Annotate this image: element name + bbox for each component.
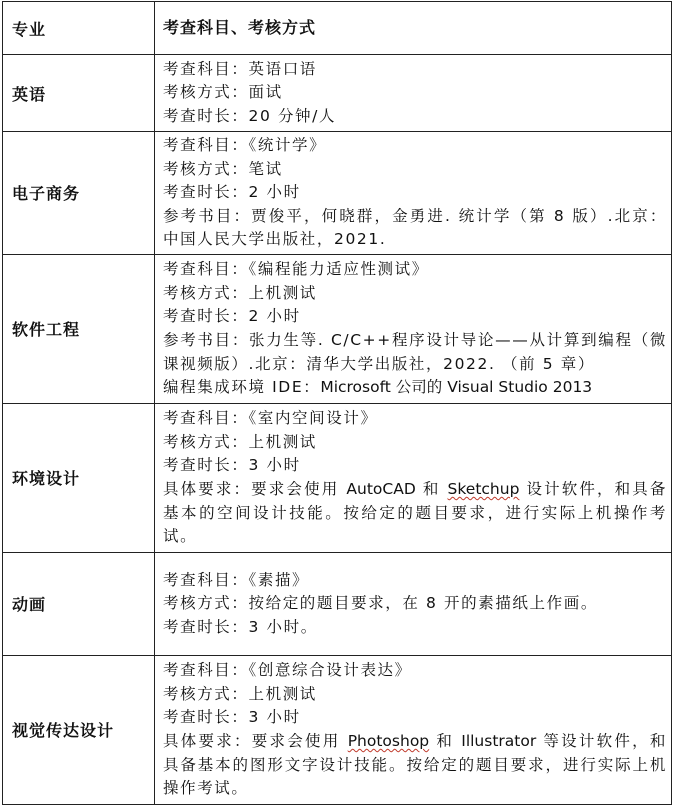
exam-details: [155, 655, 672, 804]
reference-book: 参考书目：贾俊平，何晓群，金勇进. 统计学（第 8 版）.北京：中国人民大学出版社，2021.: [163, 206, 667, 249]
exam-subject: 考查科目：《统计学》: [163, 136, 327, 154]
ide-requirement: [163, 376, 667, 400]
exam-details: [155, 55, 672, 132]
exam-subject: 考查科目：《室内空间设计》: [163, 409, 378, 428]
major-name: 软件工程: [3, 254, 155, 403]
exam-details: [155, 552, 672, 655]
exam-subject: 考查科目：《编程能力适应性测试》: [163, 260, 429, 279]
exam-requirements-table: [2, 1, 672, 805]
major-name: 环境设计: [3, 403, 155, 552]
header-major: 专业: [3, 2, 155, 55]
ide-label: 编程集成环境 IDE：: [163, 378, 321, 397]
exam-duration: 考查时长：3 小时: [163, 708, 301, 727]
table-row: [3, 655, 672, 804]
software-photoshop: Photoshop: [347, 731, 430, 750]
requirement-text: 和: [415, 479, 448, 498]
specific-requirement: [163, 730, 667, 801]
table-row: [3, 132, 672, 255]
exam-details: [155, 132, 672, 255]
exam-duration: 考查时长：2 小时: [163, 307, 301, 326]
table-row: [3, 403, 672, 552]
exam-subject: 考查科目：英语口语: [163, 59, 317, 78]
exam-method: 考核方式：按给定的题目要求，在 8 开的素描纸上作画。: [163, 594, 598, 613]
major-name: 电子商务: [3, 132, 155, 255]
table-row: [3, 55, 672, 132]
requirement-text: 具体要求：要求会使用: [163, 731, 348, 750]
exam-duration: 考查时长：20 分钟/人: [163, 106, 337, 125]
exam-details: [155, 403, 672, 552]
reference-book: 参考书目：张力生等. C/C++程序设计导论——从计算到编程（微课视频版）.北京：清华大学出版社，2022. （前 5 章）: [163, 330, 667, 373]
specific-requirement: [163, 478, 667, 549]
exam-subject: 考查科目：《创意综合设计表达》: [163, 661, 412, 680]
major-name: 视觉传达设计: [3, 655, 155, 804]
major-name: 动画: [3, 552, 155, 655]
exam-method: 考核方式：面试: [163, 83, 283, 102]
header-row: [3, 2, 672, 55]
exam-subject: 考查科目：《素描》: [163, 570, 310, 589]
requirement-text: 具体要求：要求会使用: [163, 479, 347, 498]
software-sketchup: Sketchup: [447, 479, 520, 498]
table-row: [3, 254, 672, 403]
major-name: 英语: [3, 55, 155, 132]
exam-method: 考核方式：上机测试: [163, 283, 317, 302]
ide-name: Microsoft 公司的 Visual Studio 2013: [320, 378, 593, 397]
exam-method: 考核方式：上机测试: [163, 684, 317, 703]
exam-duration: 考查时长：3 小时。: [163, 617, 318, 636]
requirement-text: 等设计软件，和具备基本的图形文字设计技能。按给定的题目要求，进行实际上机操作考试。: [163, 731, 668, 798]
software-illustrator: Illustrator: [461, 731, 537, 750]
requirement-text: 和: [429, 731, 462, 750]
exam-method: 考核方式：笔试: [163, 159, 283, 178]
exam-duration: 考查时长：2 小时: [163, 183, 301, 202]
table-row: [3, 552, 672, 655]
exam-duration: 考查时长：3 小时: [163, 456, 301, 475]
exam-details: [155, 254, 672, 403]
exam-method: 考核方式：上机测试: [163, 432, 317, 451]
header-detail: 考查科目、考核方式: [155, 2, 672, 55]
software-autocad: AutoCAD: [346, 479, 416, 498]
requirement-text: 设计软件，和具备基本的空间设计技能。按给定的题目要求，进行实际上机操作考试。: [163, 479, 668, 546]
